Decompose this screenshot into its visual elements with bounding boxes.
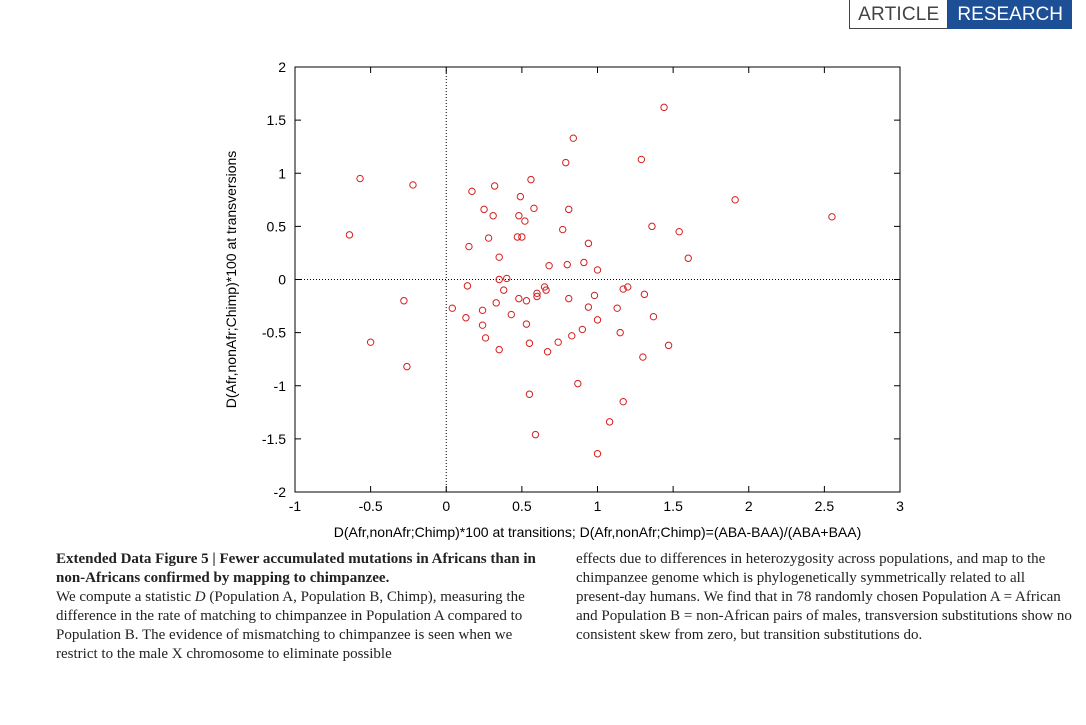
data-point <box>410 182 416 188</box>
data-point <box>544 349 550 355</box>
data-point <box>523 298 529 304</box>
data-point <box>564 261 570 267</box>
data-point <box>493 300 499 306</box>
data-point <box>532 431 538 437</box>
data-point <box>732 197 738 203</box>
data-point <box>649 223 655 229</box>
figure-caption-left <box>56 550 556 664</box>
y-tick-label: 1.5 <box>266 112 286 129</box>
figure-caption-right <box>576 550 1072 645</box>
data-point <box>469 188 475 194</box>
data-point <box>617 329 623 335</box>
data-point <box>594 267 600 273</box>
data-point <box>531 205 537 211</box>
y-tick-label: 2 <box>278 59 286 75</box>
data-point <box>560 226 566 232</box>
data-point <box>585 240 591 246</box>
y-tick-label: 0.5 <box>266 218 286 235</box>
data-point <box>496 346 502 352</box>
data-point <box>638 156 644 162</box>
caption-body-main: (Population A, Population B, Chimp), measuring the difference in the rate of matching to chimpanzee in Population A compared to Population B. The evidence of mismatching to chimpanzee is seen when we restrict to the male X chromosome to eliminate possible <box>56 589 525 662</box>
data-point <box>640 354 646 360</box>
data-point <box>526 391 532 397</box>
x-tick-label: 0.5 <box>512 498 532 514</box>
data-point <box>555 339 561 345</box>
data-point <box>479 307 485 313</box>
data-point <box>685 255 691 261</box>
data-point <box>449 305 455 311</box>
data-point <box>620 398 626 404</box>
data-point <box>404 363 410 369</box>
data-point <box>463 315 469 321</box>
y-tick-label: 0 <box>278 271 286 288</box>
y-tick-label: -0.5 <box>261 324 286 341</box>
x-tick-label: 0 <box>442 498 451 514</box>
data-point <box>482 335 488 341</box>
data-point <box>579 326 585 332</box>
caption-body-var: D <box>194 589 206 605</box>
data-point <box>528 176 534 182</box>
data-point <box>516 213 522 219</box>
data-point <box>566 206 572 212</box>
data-point <box>517 193 523 199</box>
data-point <box>479 322 485 328</box>
data-point <box>594 451 600 457</box>
y-tick-label: -1 <box>273 377 286 394</box>
research-badge: RESEARCH <box>948 0 1072 29</box>
data-point <box>504 275 510 281</box>
x-tick-label: 2 <box>744 498 753 514</box>
y-axis-label: D(Afr,nonAfr;Chimp)*100 at transversions <box>223 150 239 409</box>
y-tick-label: -2 <box>273 484 286 500</box>
data-point <box>501 287 507 293</box>
data-point <box>641 291 647 297</box>
data-point <box>563 159 569 165</box>
data-point <box>661 104 667 110</box>
x-axis-label: D(Afr,nonAfr;Chimp)*100 at transitions; D(Afr,nonAfr;Chimp)=(ABA-BAA)/(ABA+BAA) <box>333 524 862 540</box>
data-point <box>591 292 597 298</box>
x-tick-label: 1.5 <box>663 498 683 514</box>
data-point <box>526 340 532 346</box>
data-point <box>606 419 612 425</box>
data-point <box>650 313 656 319</box>
data-point <box>585 304 591 310</box>
x-tick-label: -0.5 <box>358 498 383 514</box>
data-point <box>481 206 487 212</box>
data-point <box>665 342 671 348</box>
data-point <box>523 321 529 327</box>
data-point <box>829 214 835 220</box>
data-point <box>491 183 497 189</box>
y-tick-label: -1.5 <box>261 430 286 447</box>
x-tick-label: -1 <box>288 498 302 514</box>
caption-title: Extended Data Figure 5 | Fewer accumulated mutations in Africans than in non-Africans confirmed by mapping to chimpanzee. <box>56 551 536 586</box>
data-point <box>401 298 407 304</box>
data-point <box>570 135 576 141</box>
y-tick-label: 1 <box>278 165 286 182</box>
data-point <box>466 243 472 249</box>
caption-body-right: effects due to differences in heterozygosity across populations, and map to the chimpanzee genome which is phylogenetically symmetrically related to all present-day humans. We find that in 78 randomly chosen Population A = African and Population B = non-African pairs of males, transversion substitutions show no consistent skew from zero, but transition substitutions do. <box>576 551 1072 643</box>
data-point <box>464 283 470 289</box>
data-point <box>519 234 525 240</box>
data-point <box>357 175 363 181</box>
data-point <box>575 380 581 386</box>
x-tick-label: 2.5 <box>814 498 835 514</box>
data-point <box>566 295 572 301</box>
data-point <box>676 228 682 234</box>
x-tick-label: 3 <box>896 498 904 514</box>
data-point <box>614 305 620 311</box>
data-point <box>516 295 522 301</box>
data-point <box>490 213 496 219</box>
data-point <box>346 232 352 238</box>
x-tick-label: 1 <box>593 498 602 514</box>
data-point <box>367 339 373 345</box>
data-point <box>546 262 552 268</box>
data-point <box>569 333 575 339</box>
data-point <box>508 311 514 317</box>
caption-body-prefix: We compute a statistic <box>56 589 195 605</box>
article-badge: ARTICLE <box>849 0 948 29</box>
data-point <box>485 235 491 241</box>
data-point <box>581 259 587 265</box>
data-point <box>594 317 600 323</box>
data-point <box>496 254 502 260</box>
data-point <box>522 218 528 224</box>
